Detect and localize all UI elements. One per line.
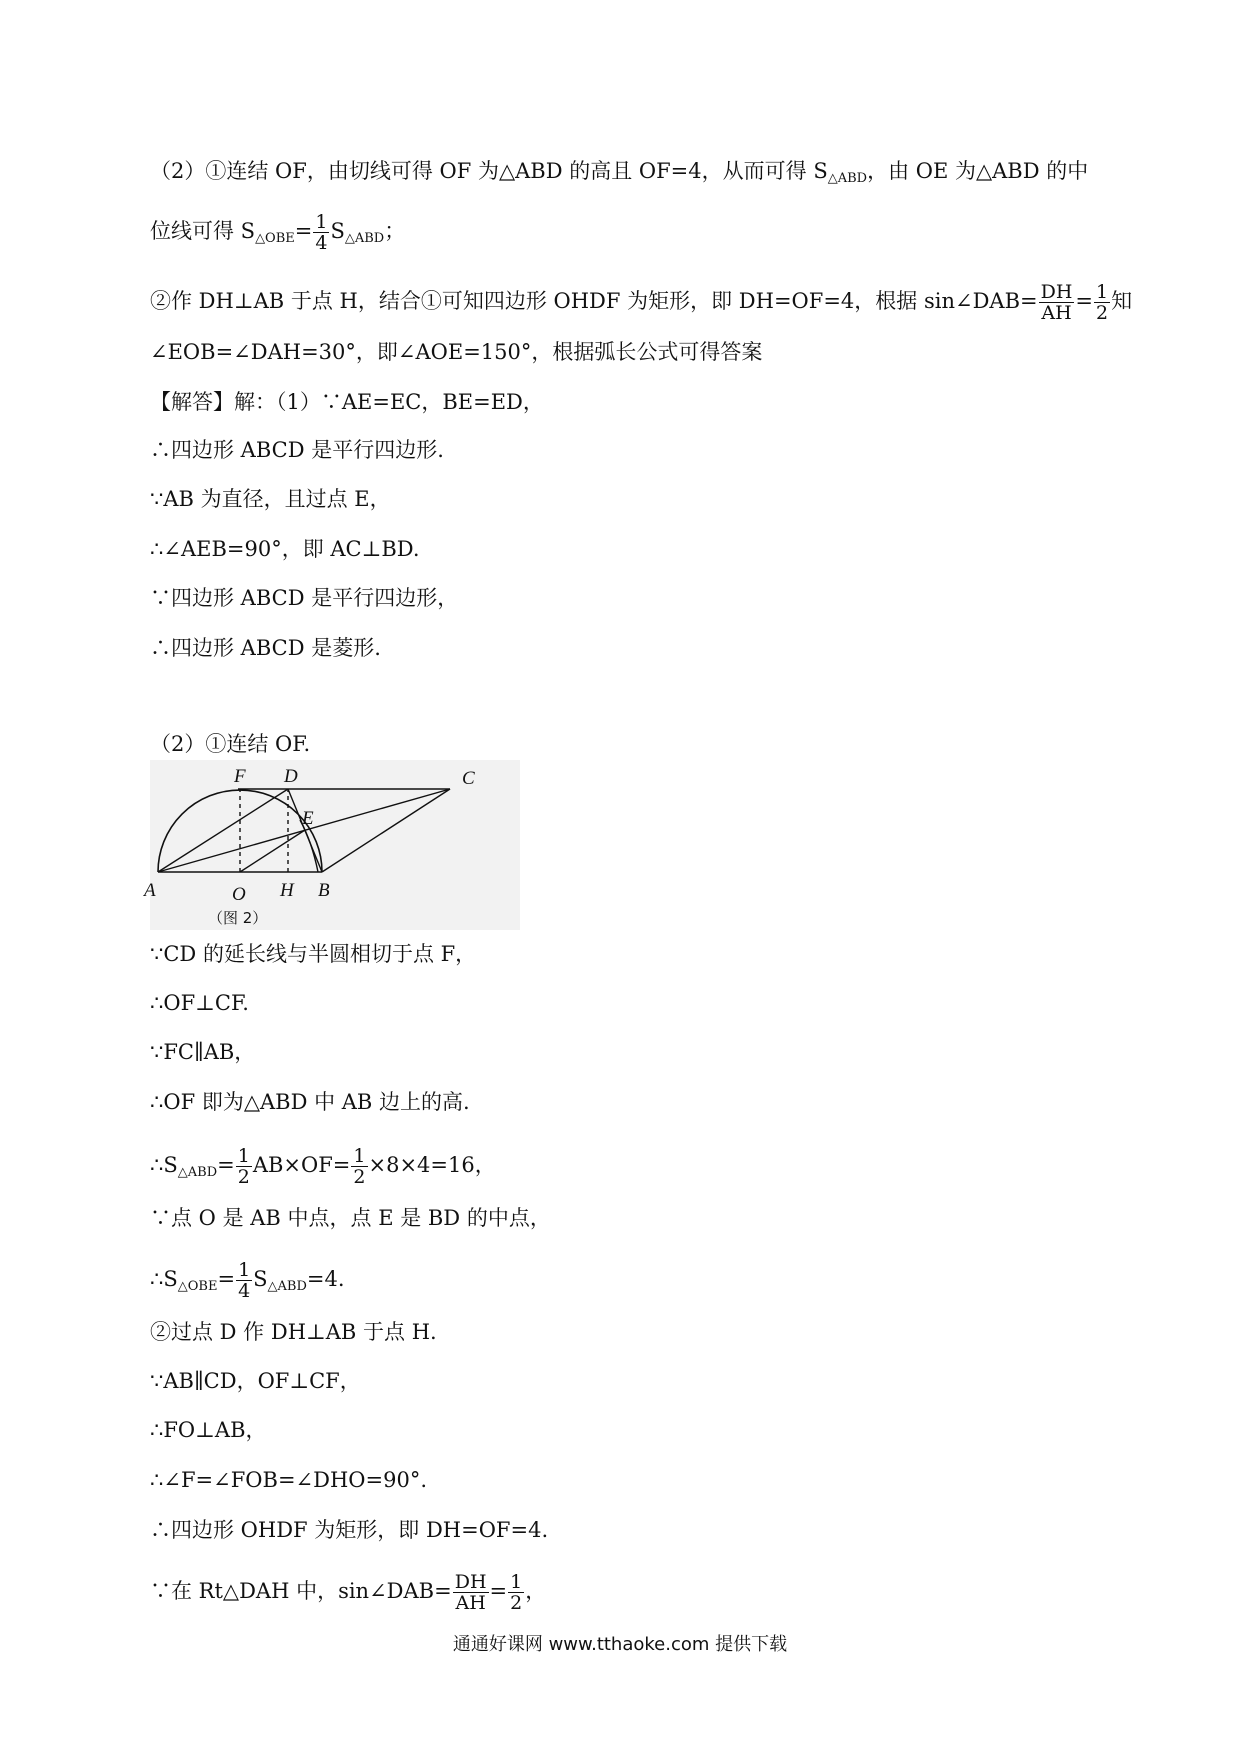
part2-line-5: $\therefore S_{\triangle ABD}=$ $\frac{1}{2}$ AB×OF= $\frac{1}{2}$ ×8×4=16， [150, 1145, 496, 1188]
fraction-one-half: $\frac{1}{2}$ [1096, 281, 1109, 324]
fraction-dh-ah: $\frac{DH}{AH}$ [1040, 281, 1073, 324]
solution-line-1: 【解答】解：（1）∵AE=EC，BE=ED， [150, 390, 544, 414]
part2-line-1: ∵CD 的延长线与半圆相切于点 F， [150, 942, 477, 966]
label-c: C [462, 768, 475, 789]
fraction-one-quarter: $\frac{1}{4}$ [315, 211, 328, 254]
figure-caption: （图 2） [208, 909, 268, 927]
fraction-quarter-2: $\frac{1}{4}$ [238, 1259, 251, 1302]
part2-line-7: $\therefore S_{\triangle OBE}=$ $\frac{1}{4}$ $S_{\triangle ABD}=4$. [150, 1259, 345, 1302]
part2-line-10: ∴FO⊥AB， [150, 1418, 267, 1442]
label-o: O [232, 884, 246, 905]
solution-line-5: ∵四边形 ABCD 是平行四边形， [150, 586, 459, 610]
fraction-half-1: $\frac{1}{2}$ [237, 1145, 250, 1188]
analysis-line-3: ②作 DH⊥AB 于点 H，结合①可知四边形 OHDF 为矩形，即 DH=OF=4，根据 sin∠DAB= $\frac{DH}{AH}$ = $\frac{1}{2}$ 知 [150, 281, 1133, 324]
solution-line-3: ∵AB 为直径，且过点 E， [150, 487, 391, 511]
geometry-figure [144, 760, 520, 930]
part2-title: （2）①连结 OF. [150, 732, 311, 756]
part2-line-9: ∵AB∥CD，OF⊥CF， [150, 1369, 361, 1393]
label-a: A [144, 880, 156, 901]
solution-line-6: ∴四边形 ABCD 是菱形. [150, 636, 381, 660]
part2-line-6: ∵点 O 是 AB 中点，点 E 是 BD 的中点， [150, 1206, 551, 1230]
solution-line-2: ∴四边形 ABCD 是平行四边形. [150, 438, 444, 462]
fraction-half-3: $\frac{1}{2}$ [510, 1571, 523, 1614]
part2-line-4: ∴OF 即为△ABD 中 AB 边上的高. [150, 1090, 470, 1114]
part2-line-11: ∴∠F=∠FOB=∠DHO=90°. [150, 1468, 427, 1492]
label-f: F [234, 766, 246, 787]
analysis-line-2: 位线可得 $S_{\triangle OBE}=$ $\frac{1}{4}$ $S_{\triangle ABD}$； [150, 211, 406, 254]
analysis-line-4: ∠EOB=∠DAH=30°，即∠AOE=150°，根据弧长公式可得答案 [150, 340, 763, 364]
label-d: D [284, 766, 298, 787]
label-h: H [280, 880, 294, 901]
fraction-half-2: $\frac{1}{2}$ [353, 1145, 366, 1188]
fraction-dh-ah-2: $\frac{DH}{AH}$ [454, 1571, 487, 1614]
part2-line-8: ②过点 D 作 DH⊥AB 于点 H. [150, 1320, 437, 1344]
part2-line-2: ∴OF⊥CF. [150, 991, 249, 1015]
page-footer: 通通好课网 www.tthaoke.com 提供下载 [452, 1634, 788, 1655]
part2-line-12: ∴四边形 OHDF 为矩形，即 DH=OF=4. [150, 1518, 549, 1542]
part2-line-3: ∵FC∥AB， [150, 1040, 256, 1064]
part2-line-13: ∵在 Rt△DAH 中，sin∠DAB= $\frac{DH}{AH}$ = $\frac{1}{2}$ ， [150, 1571, 547, 1614]
solution-line-4: ∴∠AEB=90°，即 AC⊥BD. [150, 537, 420, 561]
label-b: B [318, 880, 330, 901]
label-e: E [302, 808, 314, 829]
analysis-line-1: （2）①连结 OF，由切线可得 OF 为△ABD 的高且 OF=4，从而可得 $S_{\triangle ABD}$，由 OE 为△ABD 的中 [150, 159, 1089, 186]
